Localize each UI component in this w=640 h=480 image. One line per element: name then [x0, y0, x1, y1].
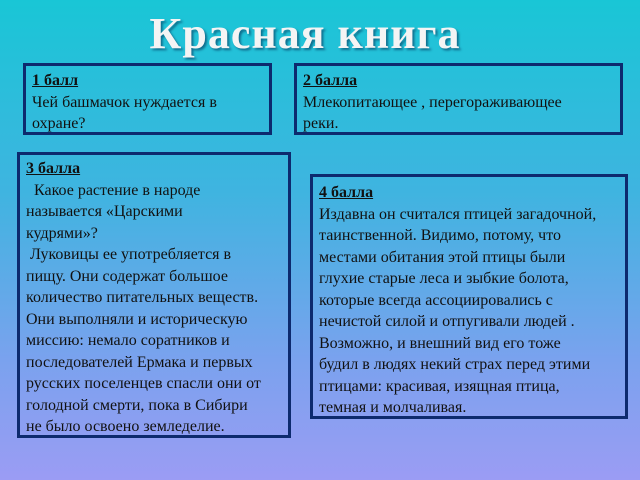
card-text-line: кудрями»? — [26, 224, 98, 242]
card-heading: 2 балла — [303, 72, 358, 89]
question-card-1-point — [23, 63, 272, 135]
card-text-line: Луковицы ее употребляется в — [26, 246, 232, 263]
card-text-line: Издавна он считался птицей загадочной, — [319, 205, 597, 223]
card-text-line: которые всегда ассоциировались с — [319, 291, 553, 309]
card-text-line: охране? — [32, 115, 86, 132]
card-text-line: птицами: красивая, изящная птица, — [319, 377, 560, 395]
card-text-line: называется «Царскими — [26, 203, 183, 220]
card-text-line: Чей башмачок нуждается в — [32, 93, 217, 111]
card-text-line: реки. — [303, 115, 339, 132]
card-text-line: Какое растение в народе — [26, 181, 201, 199]
card-text-line: пищу. Они содержат большое — [26, 267, 228, 285]
card-heading: 1 балл — [32, 72, 79, 89]
card-text-line: Млекопитающее , перегораживающее — [303, 93, 562, 111]
card-text-line: миссию: немало соратников и — [26, 332, 230, 349]
card-text-line: русских поселенцев спасли они от — [26, 375, 261, 392]
card-heading: 3 балла — [26, 160, 81, 177]
card-text-line: последователей Ермака и первых — [26, 353, 253, 371]
card-text-line: не было освоено земледелие. — [26, 418, 225, 435]
card-text-line: Они выполняли и историческую — [26, 310, 248, 328]
card-text-line: глухие старые леса и зыбкие болота, — [319, 270, 569, 287]
card-text-line: местами обитания этой птицы были — [319, 248, 566, 266]
card-text-line: количество питательных веществ. — [26, 289, 259, 306]
card-text-line: таинственной. Видимо, потому, что — [319, 227, 561, 244]
card-text-line: будил в людях некий страх перед этими — [319, 356, 591, 373]
question-card-3-points — [17, 152, 291, 438]
card-text-line: темная и молчаливая. — [319, 399, 467, 416]
card-heading: 4 балла — [319, 184, 374, 201]
card-text-line: нечистой силой и отпугивали людей . — [319, 313, 575, 330]
card-text-line: Возможно, и внешний вид его тоже — [319, 334, 561, 352]
question-card-4-points — [310, 174, 628, 419]
card-text-line: голодной смерти, пока в Сибири — [26, 396, 248, 414]
question-card-2-points — [294, 63, 623, 135]
slide-title: Красная книга — [149, 9, 461, 58]
